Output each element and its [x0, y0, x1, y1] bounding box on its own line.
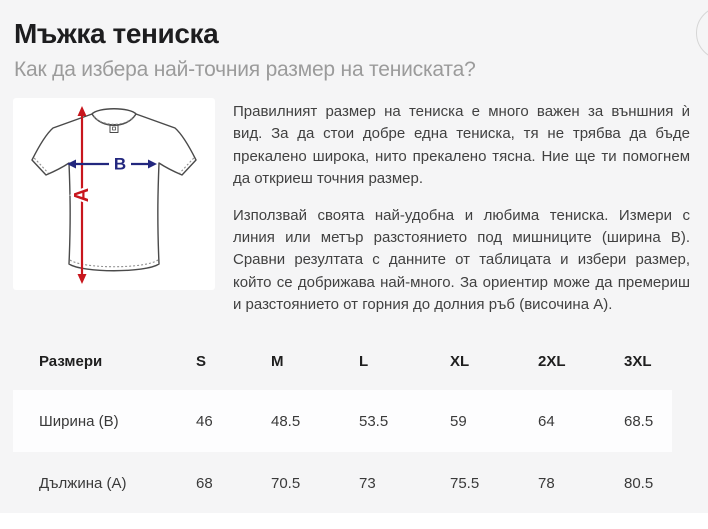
text-line: Правилният размер на тениска е много важен за външния ѝ: [233, 103, 690, 120]
page-title: Мъжка тениска: [14, 18, 219, 49]
header-cell-2xl: 2XL: [538, 353, 566, 370]
tshirt-drawing: [13, 98, 215, 290]
text-line: и разстоянието от горния до долния ръб (височина A).: [233, 296, 613, 314]
intro-paragraph-2: [233, 205, 690, 317]
table-row-length: [13, 452, 672, 514]
header-cell-xl: XL: [450, 353, 470, 370]
tshirt-outline: [32, 109, 196, 271]
row-label: Ширина (B): [39, 412, 119, 430]
tshirt-measurement-diagram: [13, 98, 215, 290]
text-line: Използвай своята най-удобна и любима тениска. Измери с: [233, 206, 690, 224]
measure-label-b: B: [113, 154, 127, 174]
header-cell-l: L: [359, 353, 369, 370]
cell-value: 59: [450, 412, 467, 430]
cell-value: 68.5: [624, 412, 654, 430]
cell-value: 53.5: [359, 412, 389, 430]
cell-value: 48.5: [271, 412, 301, 430]
text-line: да откриеш точния размер.: [233, 170, 424, 188]
text-line: Сравни резултата с данните от таблицата и избери размер,: [233, 251, 690, 269]
cell-value: 64: [538, 412, 555, 430]
text-line: линия или метър разстоянието под мишниците (ширина B).: [233, 229, 690, 247]
cell-value: 78: [538, 474, 555, 492]
header-cell-3xl: 3XL: [624, 353, 652, 370]
cell-value: 75.5: [450, 474, 480, 492]
text-line: прекалено широка, нито прекалено тясна. Ние ще ти помогнем: [233, 147, 690, 165]
table-row-width: [13, 390, 672, 452]
row-label: Дължина (A): [39, 474, 127, 492]
measure-label-a: A: [71, 187, 93, 203]
header-cell-sizes: Размери: [39, 353, 103, 370]
cell-value: 68: [196, 474, 213, 492]
cell-value: 46: [196, 412, 213, 430]
text-line: вид. За да стои добре една тениска, тя не трябва да бъде: [233, 125, 690, 143]
size-table: [13, 333, 672, 514]
cell-value: 73: [359, 474, 376, 492]
text-line: който се добрижава най-много. За ориентир може да премериш: [233, 273, 690, 291]
table-header-row: [13, 333, 672, 390]
intro-paragraph-1: [233, 101, 690, 191]
cell-value: 70.5: [271, 474, 301, 492]
header-cell-s: S: [196, 353, 207, 370]
header-cell-m: M: [271, 353, 284, 370]
page-subtitle: Как да избера най-точния размер на тениската?: [14, 58, 476, 81]
intro-text: [233, 101, 690, 317]
cell-value: 80.5: [624, 474, 654, 492]
